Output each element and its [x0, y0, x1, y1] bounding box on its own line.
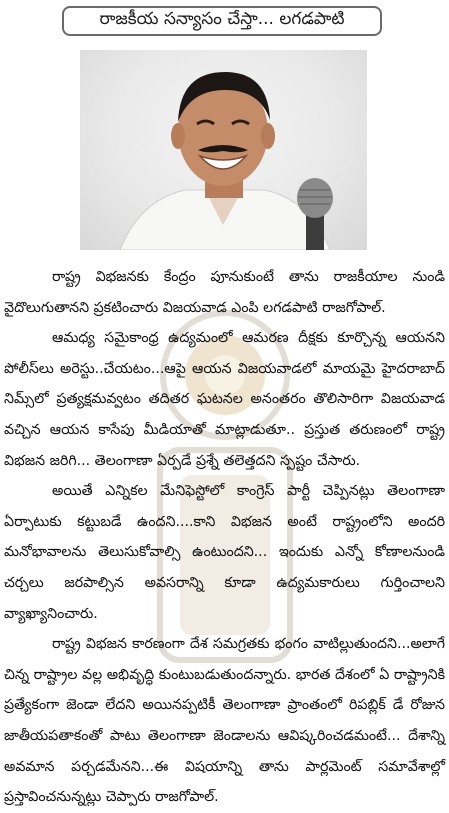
paragraph-4: రాష్ట్ర విభజన కారణంగా దేశ సమగ్రతకు భంగం వాటిల్లుతుందని...అలాగే చిన్న రాష్ట్రాల వల్ల అభివృద్ధి కుంటుబడుతుందన్నారు. భారత దేశంలో ఏ రాష్ట్రానికి ప్రత్యేకంగా జెండా లేదని అయినప్పటికీ తెలంగాణా ప్రాంతంలో రిపబ్లిక్ డే రోజున జాతీయపతాకంతో పాటు తెలంగాణా జెండాలను ఆవిష్కరించడమంటే... దేశాన్ని అవమాన పర్చడమేనని...ఈ విషయాన్ని తాను పార్లమెంట్ సమావేశాల్లో ప్రస్తావించనున్నట్లు చెప్పారు రాజగోపాల్. — [4, 636, 445, 806]
paragraph-3: అయితే ఎన్నికల మేనిఫెస్టోలో కాంగ్రెస్ పార్టీ చెప్పినట్లు తెలంగాణా ఏర్పాటుకు కట్టుబడే ఉందని....కాని విభజన అంటే రాష్ట్రంలోని అందరి మనోభావాలను తెలుసుకోవాల్సి ఉంటుందని... ఇందుకు ఎన్నో కోణాలనుండి చర్చలు జరపాల్సిన అవసరాన్ని కూడా ఉద్యమకారులు గుర్తించాలని వ్యాఖ్యానించారు. — [4, 483, 445, 622]
headline-text: రాజకీయ సన్యాసం చేస్తా... లగడపాటి — [99, 9, 345, 29]
portrait-illustration — [80, 50, 367, 250]
portrait-photo — [80, 50, 367, 250]
paragraph-2: ఆమధ్య సమైకాంధ్ర ఉద్యమంలో ఆమరణ దీక్షకు కూర్చొన్న ఆయనని పోలీస్‌లు అరెస్టు..చేయటం...ఆపై ఆయన విజయవాడలో మాయమై హైదరాబాద్ నిమ్స్‌లో ప్రత్యక్షమవ్వటం తదితర ఘటనల అనంతరం తొలిసారిగా విజయవాడ వచ్చిన ఆయన కాసేపు మీడియాతో మాట్లాడుతూ.. ప్రస్తుత తరుణంలో రాష్ట్ర విభజన జరిగి... తెలంగాణా ఏర్పడే ప్రశ్నే తలెత్తదని స్పష్టం చేసారు. — [4, 330, 445, 469]
paragraph-1: రాష్ట్ర విభజనకు కేంద్రం పూనుకుంటే తాను రాజకీయాల నుండి వైదొలుగుతానని ప్రకటించారు విజయవాడ ఎంపి లగడపాటి రాజగోపాల్. — [4, 269, 445, 316]
headline-box — [62, 6, 382, 36]
article-body — [4, 262, 445, 813]
